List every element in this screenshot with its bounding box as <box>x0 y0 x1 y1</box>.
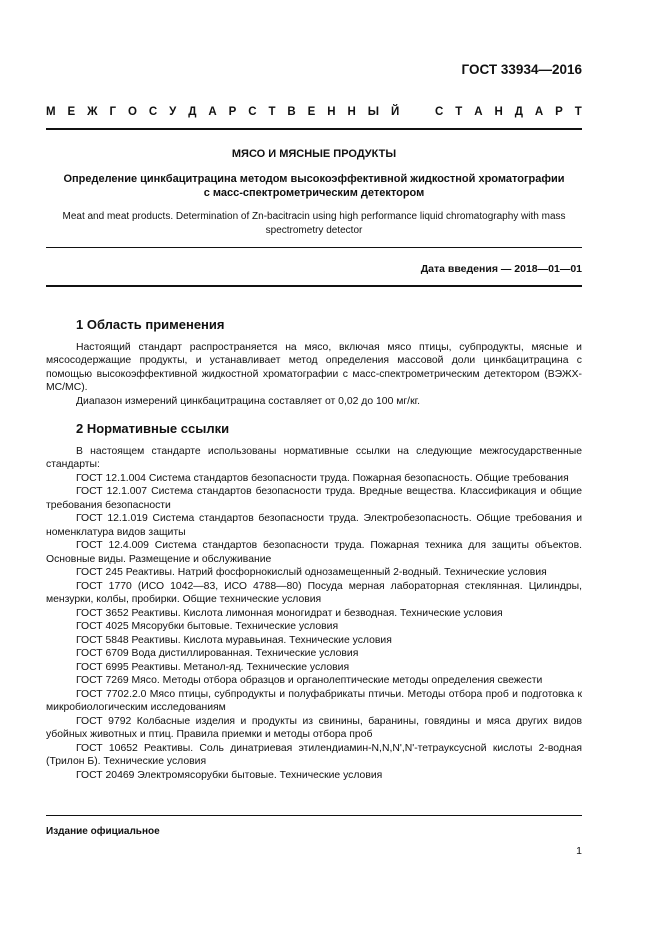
interstate-letter: Т <box>574 106 582 118</box>
interstate-letter: Р <box>228 106 237 118</box>
subtitle-line: Определение цинкбацитрацина методом высокоэффективной жидкостной хроматографии <box>63 173 565 185</box>
interstate-letter: Д <box>514 106 523 118</box>
interstate-letter: Н <box>347 106 356 118</box>
header-rule <box>46 128 582 130</box>
reference-item: ГОСТ 6995 Реактивы. Метанол-яд. Технические условия <box>76 661 350 673</box>
standard-code: ГОСТ 33934—2016 <box>461 62 582 77</box>
reference-item: ГОСТ 12.1.004 Система стандартов безопасности труда. Пожарная безопасность. Общие требования <box>76 472 569 484</box>
introduction-date: Дата введения — 2018—01—01 <box>420 263 582 275</box>
interstate-letter: Т <box>455 106 463 118</box>
interstate-letter: Н <box>494 106 503 118</box>
reference-item: ГОСТ 10652 Реактивы. Соль динатриевая этилендиамин-N,N,N',N'-тетрауксусной кислоты 2-водная (Трилон Б). Технические условия <box>46 742 582 767</box>
section-spacer <box>46 408 582 422</box>
reference-item: ГОСТ 1770 (ИСО 1042—83, ИСО 4788—80) Посуда мерная лабораторная стеклянная. Цилиндры, мензурки, колбы, пробирки. Общие технические условия <box>46 580 582 605</box>
reference-item: ГОСТ 9792 Колбасные изделия и продукты из свинины, баранины, говядины и мяса других видов убойных животных и птиц. Правила приемки и методы отбора проб <box>46 715 582 740</box>
interstate-letter: Н <box>327 106 336 118</box>
reference-item: ГОСТ 12.4.009 Система стандартов безопасности труда. Пожарная техника для защиты объектов. Основные виды. Размещение и обслуживание <box>46 540 582 565</box>
interstate-letter: В <box>287 106 296 118</box>
interstate-letter: А <box>534 106 544 118</box>
reference-item: ГОСТ 3652 Реактивы. Кислота лимонная моногидрат и безводная. Технические условия <box>76 607 503 619</box>
reference-item: ГОСТ 12.1.007 Система стандартов безопасности труда. Вредные вещества. Классификация и общие требования безопасности <box>46 486 582 511</box>
date-rule <box>46 285 582 287</box>
interstate-letter: Т <box>268 106 276 118</box>
document-body <box>46 318 582 782</box>
paragraph: В настоящем стандарте использованы нормативные ссылки на следующие межгосударственные стандарты: <box>46 445 582 470</box>
interstate-letter: М <box>46 106 56 118</box>
subtitle-line: с масс-спектрометрическим детектором <box>203 187 425 199</box>
page-number: 1 <box>576 845 582 857</box>
english-title-line: Meat and meat products. Determination of Zn-bacitracin using high performance liquid chromatography with mass <box>62 211 566 222</box>
document-subtitle <box>46 172 582 200</box>
footer-rule <box>46 815 582 816</box>
interstate-standard-heading <box>46 106 582 118</box>
interstate-letter: О <box>127 106 137 118</box>
english-title <box>46 210 582 238</box>
interstate-letter: С <box>248 106 257 118</box>
interstate-letter: Р <box>555 106 563 118</box>
english-title-line: spectrometry detector <box>265 225 363 236</box>
interstate-letter: Й <box>390 106 400 118</box>
interstate-letter: Г <box>109 106 117 118</box>
reference-item: ГОСТ 20469 Электромясорубки бытовые. Технические условия <box>76 769 383 781</box>
reference-item: ГОСТ 4025 Мясорубки бытовые. Технические условия <box>76 621 339 632</box>
reference-item: ГОСТ 7269 Мясо. Методы отбора образцов и органолептические методы определения свежести <box>76 675 543 686</box>
section-heading-scope: 1 Область применения <box>76 317 225 332</box>
interstate-letter: А <box>474 106 483 118</box>
interstate-letter: Ы <box>367 106 380 118</box>
paragraph: Настоящий стандарт распространяется на мясо, включая мясо птицы, субпродукты, мясные и мясосодержащие продукты, и устанавливает метод определения массовой доли цинкбацитрацина с помощью высокоэффективной жидкостной хроматографии с масс-спектрометрическим детектором (ВЭЖХ-МС/МС). <box>46 341 582 393</box>
reference-item: ГОСТ 5848 Реактивы. Кислота муравьиная. Технические условия <box>76 634 392 646</box>
reference-item: ГОСТ 6709 Вода дистиллированная. Технические условия <box>76 648 359 659</box>
reference-item: ГОСТ 12.1.019 Система стандартов безопасности труда. Электробезопасность. Общие требования и номенклатура видов защиты <box>46 513 582 538</box>
interstate-letter: Е <box>67 106 76 118</box>
interstate-letter: Д <box>188 106 197 118</box>
title-rule <box>46 247 582 248</box>
reference-item: ГОСТ 245 Реактивы. Натрий фосфорнокислый однозамещенный 2-водный. Технические условия <box>76 567 547 578</box>
interstate-letter: Ж <box>87 106 98 118</box>
interstate-letter: У <box>169 106 177 118</box>
interstate-letter: С <box>148 106 158 118</box>
paragraph: Диапазон измерений цинкбацитрацина составляет от 0,02 до 100 мг/кг. <box>76 395 421 407</box>
interstate-letter: Е <box>307 106 316 118</box>
official-edition-label: Издание официальное <box>46 826 160 837</box>
reference-item: ГОСТ 7702.2.0 Мясо птицы, субпродукты и полуфабрикаты птичьи. Методы отбора проб и подготовка к микробиологическим исследованиям <box>46 688 582 713</box>
document-title: МЯСО И МЯСНЫЕ ПРОДУКТЫ <box>231 148 397 160</box>
interstate-letter: А <box>208 106 217 118</box>
interstate-letter: С <box>435 106 444 118</box>
section-heading-references: 2 Нормативные ссылки <box>76 421 230 436</box>
